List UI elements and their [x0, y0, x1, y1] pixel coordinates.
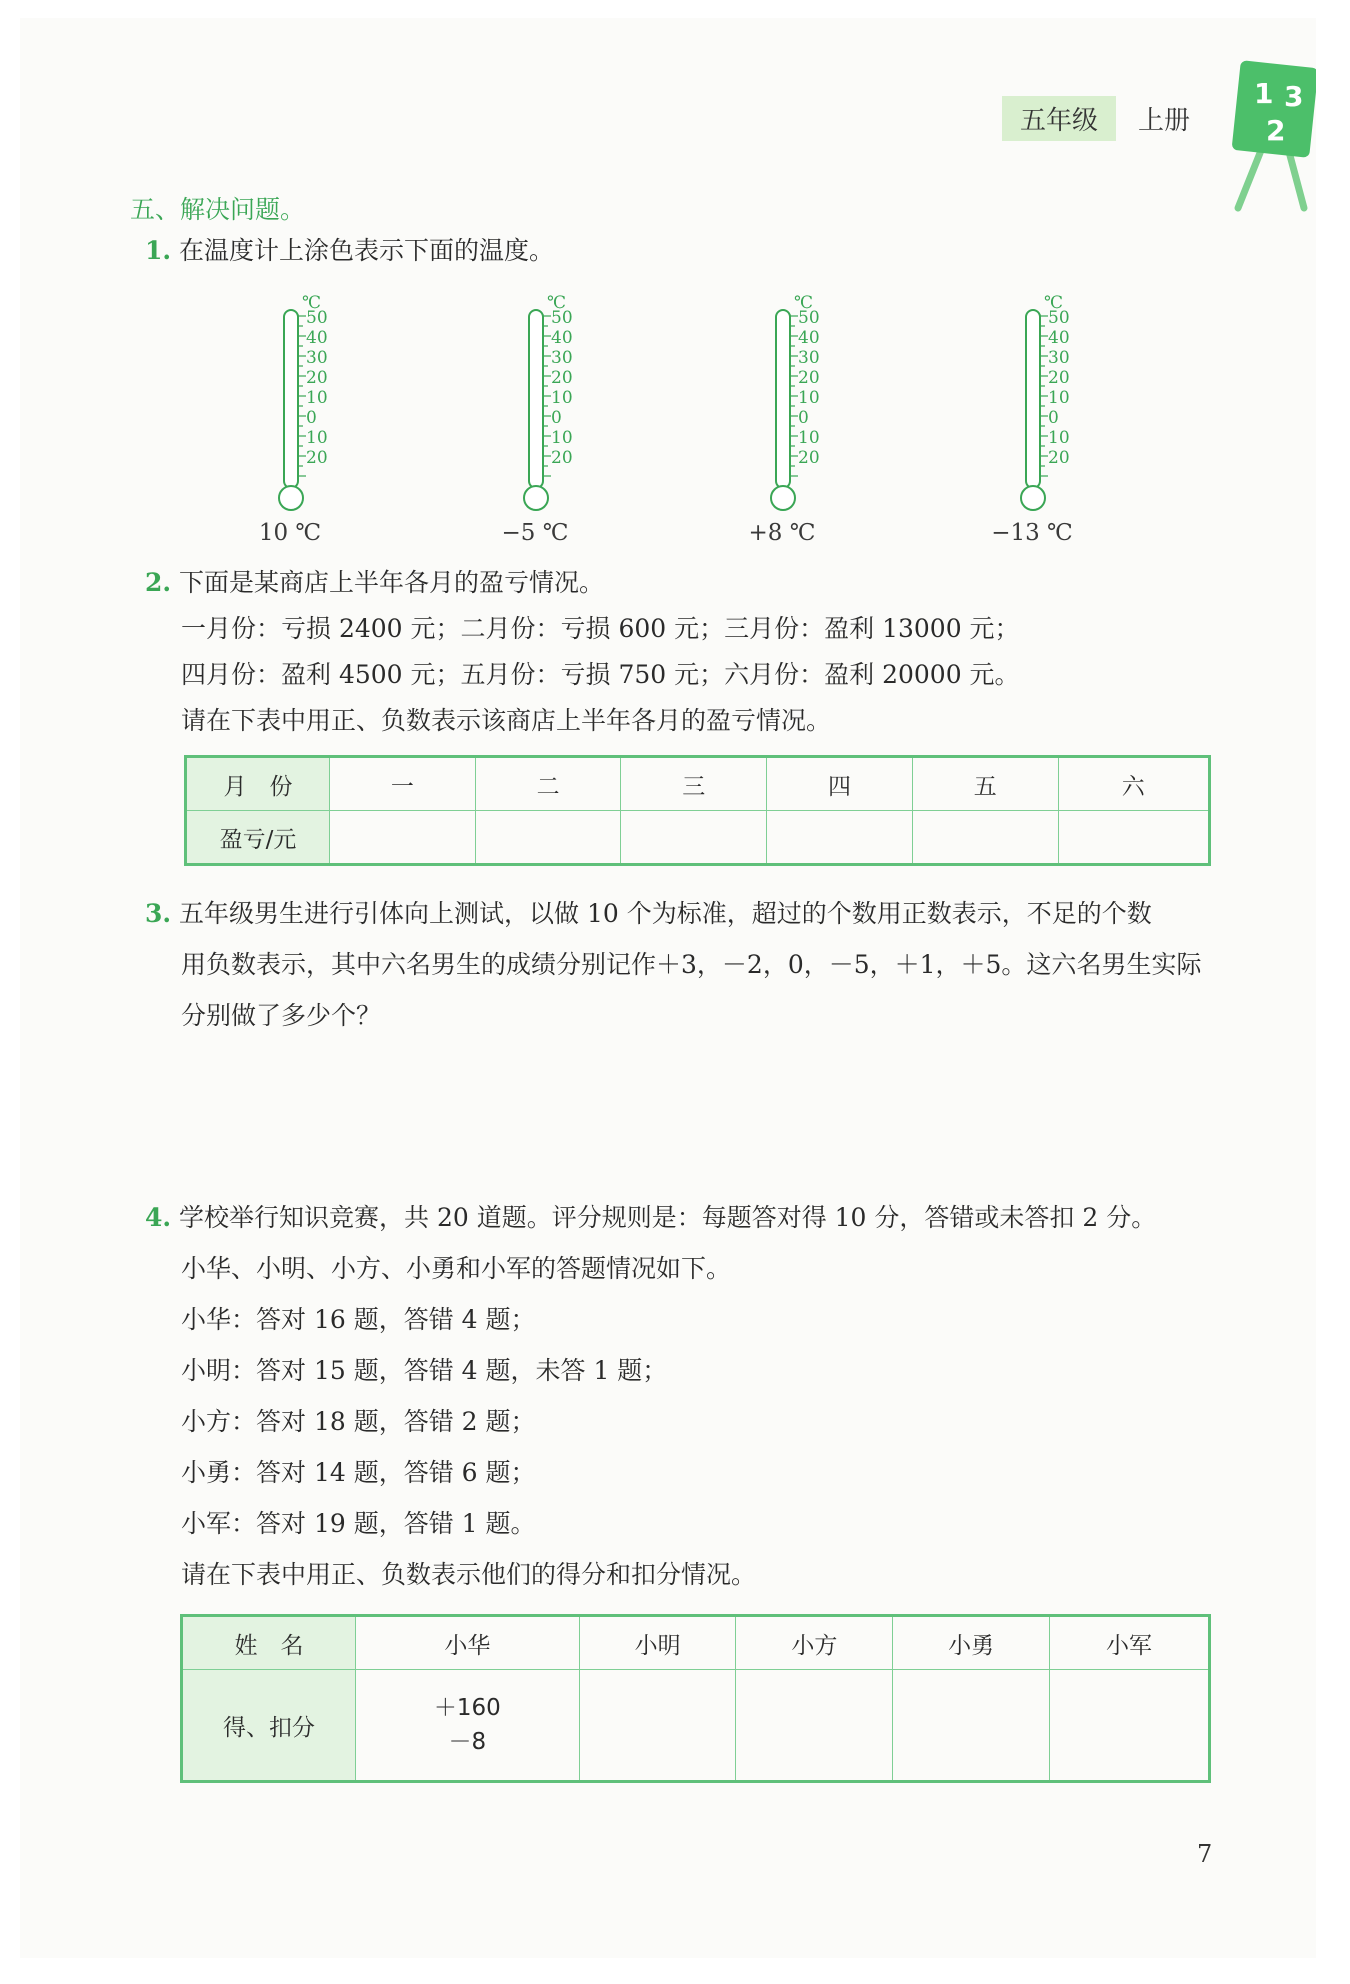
question-line: 小军：答对 19 题，答错 1 题。	[181, 1509, 536, 1538]
question-number: 2.	[145, 568, 172, 597]
scale-tick-label: 40	[1048, 328, 1070, 348]
scale-tick-label: 10	[551, 428, 573, 448]
table-header-name: 姓 名	[182, 1616, 356, 1670]
scale-tick-label: 50	[306, 308, 328, 328]
question-number: 3.	[145, 899, 172, 928]
name-cell: 小方	[736, 1616, 893, 1670]
question-number: 4.	[145, 1203, 172, 1232]
question-line: 四月份：盈利 4500 元；五月份：亏损 750 元；六月份：盈利 20000 元。	[181, 660, 1020, 689]
answer-cell[interactable]	[1050, 1670, 1210, 1782]
month-cell: 六	[1058, 757, 1209, 811]
question-text: 下面是某商店上半年各月的盈亏情况。	[179, 568, 605, 597]
thermometer-bulb	[771, 486, 795, 510]
scale-tick-label: 50	[551, 308, 573, 328]
scale-tick-label: 10	[1048, 388, 1070, 408]
scale-tick-label: 30	[306, 348, 328, 368]
question-line: 分别做了多少个？	[181, 1001, 382, 1030]
badge-digit-2: 2	[1266, 114, 1286, 147]
answer-cell[interactable]	[736, 1670, 893, 1782]
thermometer[interactable]	[525, 293, 615, 556]
scale-tick-label: 0	[306, 408, 317, 428]
scale-tick-label: 40	[551, 328, 573, 348]
question-line: 小华、小明、小方、小勇和小军的答题情况如下。	[181, 1254, 732, 1283]
month-cell: 五	[912, 757, 1058, 811]
thermometer-tube[interactable]	[284, 310, 298, 488]
thermometer[interactable]	[280, 293, 370, 556]
name-cell: 小明	[579, 1616, 736, 1670]
answer-cell[interactable]	[1058, 811, 1209, 865]
answer-cell[interactable]	[893, 1670, 1050, 1782]
question-2	[145, 560, 1230, 744]
thermometer-tube[interactable]	[776, 310, 790, 488]
scale-tick-label: 0	[798, 408, 809, 428]
month-cell: 一	[330, 757, 476, 811]
answer-cell[interactable]	[912, 811, 1058, 865]
scale-tick-label: 10	[306, 428, 328, 448]
scale-tick-label: 40	[306, 328, 328, 348]
scale-tick-label: 50	[1048, 308, 1070, 328]
question-number: 1.	[145, 236, 172, 265]
question-text: 五年级男生进行引体向上测试，以做 10 个为标准，超过的个数用正数表示，不足的个数	[179, 899, 1152, 928]
scale-tick-label: 20	[798, 448, 820, 468]
question-4	[145, 1192, 1230, 1600]
scale-tick-label: 30	[798, 348, 820, 368]
thermometer-tube[interactable]	[1026, 310, 1040, 488]
name-cell: 小华	[356, 1616, 580, 1670]
answer-cell[interactable]	[621, 811, 767, 865]
answer-cell[interactable]	[579, 1670, 736, 1782]
scale-tick-label: 30	[1048, 348, 1070, 368]
question-line: 小明：答对 15 题，答错 4 题，未答 1 题；	[181, 1356, 668, 1385]
temperature-label: −5 ℃	[501, 520, 569, 546]
scale-tick-label: 30	[551, 348, 573, 368]
table-header-amount: 盈亏/元	[186, 811, 330, 865]
temperature-label: +8 ℃	[748, 520, 816, 546]
section-title: 五、解决问题。	[130, 195, 306, 224]
scale-tick-label: 10	[798, 388, 820, 408]
page-header	[1002, 96, 1190, 141]
scale-tick-label: 40	[798, 328, 820, 348]
month-cell: 二	[475, 757, 621, 811]
question-text: 学校举行知识竞赛，共 20 道题。评分规则是：每题答对得 10 分，答错或未答扣 2 分。	[179, 1203, 1157, 1232]
thermometer-bulb	[279, 486, 303, 510]
question-3	[145, 888, 1230, 1041]
scale-tick-label: 10	[1048, 428, 1070, 448]
scale-unit: ℃	[547, 293, 567, 313]
scale-tick-label: 50	[798, 308, 820, 328]
volume-label: 上册	[1137, 106, 1190, 136]
badge-digit-3: 3	[1284, 80, 1304, 113]
scale-tick-label: 10	[798, 428, 820, 448]
scale-tick-label: 10	[551, 388, 573, 408]
question-1	[145, 228, 1230, 274]
question-text: 在温度计上涂色表示下面的温度。	[179, 236, 555, 265]
thermometer-bulb	[1021, 486, 1045, 510]
question-line: 请在下表中用正、负数表示该商店上半年各月的盈亏情况。	[181, 706, 832, 735]
blackboard-badge-icon	[1232, 58, 1316, 218]
scale-unit: ℃	[302, 293, 322, 313]
scale-tick-label: 20	[798, 368, 820, 388]
scale-unit: ℃	[794, 293, 814, 313]
page-number: 7	[1197, 1840, 1213, 1868]
scale-tick-label: 20	[551, 368, 573, 388]
profit-loss-table	[184, 755, 1211, 866]
scale-unit: ℃	[1044, 293, 1064, 313]
table-header-score: 得、扣分	[182, 1670, 356, 1782]
thermometer-bulb	[524, 486, 548, 510]
example-minus-score: －8	[448, 1729, 487, 1755]
question-line: 小华：答对 16 题，答错 4 题；	[181, 1305, 536, 1334]
example-plus-score: ＋160	[433, 1695, 501, 1721]
thermometer[interactable]	[1022, 293, 1112, 556]
answer-cell[interactable]	[767, 811, 913, 865]
example-score-cell	[356, 1670, 580, 1782]
thermometer-tube[interactable]	[529, 310, 543, 488]
scale-tick-label: 20	[306, 368, 328, 388]
thermometer[interactable]	[772, 293, 862, 556]
score-table	[180, 1614, 1211, 1783]
answer-cell[interactable]	[475, 811, 621, 865]
scale-tick-label: 0	[551, 408, 562, 428]
name-cell: 小勇	[893, 1616, 1050, 1670]
question-line: 小方：答对 18 题，答错 2 题；	[181, 1407, 536, 1436]
month-cell: 三	[621, 757, 767, 811]
answer-cell[interactable]	[330, 811, 476, 865]
grade-label: 五年级	[1002, 96, 1116, 141]
temperature-label: 10 ℃	[258, 520, 322, 546]
table-header-month: 月 份	[186, 757, 330, 811]
scale-tick-label: 0	[1048, 408, 1059, 428]
name-cell: 小军	[1050, 1616, 1210, 1670]
temperature-label: −13 ℃	[991, 520, 1073, 546]
question-line: 请在下表中用正、负数表示他们的得分和扣分情况。	[181, 1560, 757, 1589]
question-line: 小勇：答对 14 题，答错 6 题；	[181, 1458, 536, 1487]
month-cell: 四	[767, 757, 913, 811]
badge-digit-1: 1	[1254, 77, 1274, 110]
scale-tick-label: 20	[1048, 448, 1070, 468]
scale-tick-label: 20	[1048, 368, 1070, 388]
scale-tick-label: 10	[306, 388, 328, 408]
scale-tick-label: 20	[551, 448, 573, 468]
scale-tick-label: 20	[306, 448, 328, 468]
question-line: 一月份：亏损 2400 元；二月份：亏损 600 元；三月份：盈利 13000 元；	[181, 614, 1020, 643]
question-line: 用负数表示，其中六名男生的成绩分别记作＋3，－2，0，－5，＋1，＋5。这六名男生实际	[181, 950, 1202, 979]
